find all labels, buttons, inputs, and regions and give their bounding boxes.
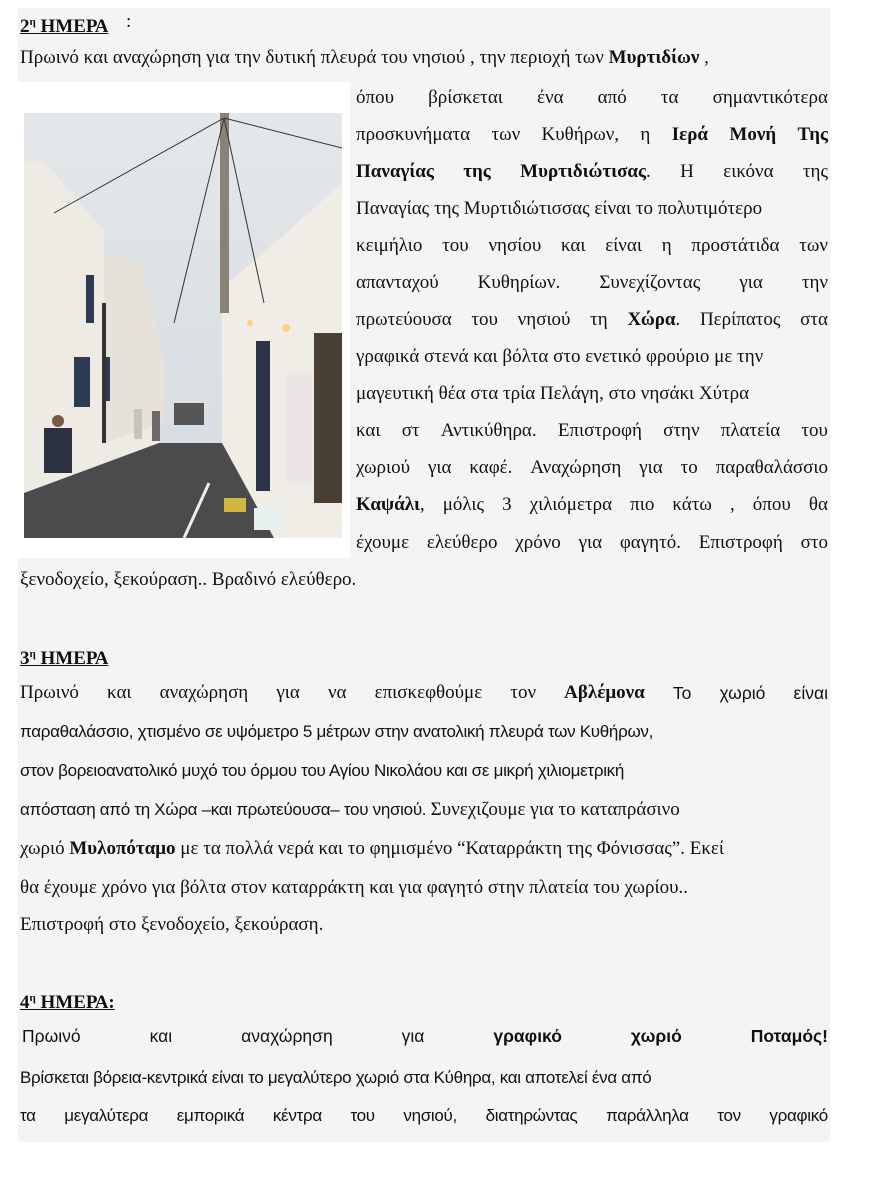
day2-line-14: έχουμε ελεύθερο χρόνο για φαγητό. Επιστροφή στο	[356, 532, 828, 553]
day4-line-2: Βρίσκεται βόρεια-κεντρικά είναι το μεγαλύτερο χωριό στα Κύθηρα, και αποτελεί ένα από	[20, 1068, 652, 1087]
day2-line-4: Παναγίας της Μυρτιδιώτισας. Η εικόνα της	[356, 161, 828, 182]
day3-line-3: στον βορειοανατολικό μυχό του όρμου του Αγίου Νικολάου και σε μικρή χιλιομετρική	[20, 761, 625, 780]
day3-heading: $3^\eta$ ΗΜΕΡΑ	[20, 648, 109, 669]
day2-line-12: χωριού για καφέ. Αναχώρηση για το παραθαλάσσιο	[356, 457, 828, 478]
day2-line-10: μαγευτική θέα στα τρία Πελάγη, στο νησάκι Χύτρα	[356, 383, 750, 404]
day3-line-6: θα έχουμε χρόνο για βόλτα στον καταρράκτη και για φαγητό στην πλατεία του χωρίου..	[20, 877, 689, 898]
day2-line-15: ξενοδοχείο, ξεκούραση.. Βραδινό ελεύθερο.	[20, 569, 357, 590]
day3-line-4: απόσταση από τη Χώρα –και πρωτεύουσα– του νησιού. Συνεχιζουμε για το καταπράσινο	[20, 799, 680, 820]
chora-street-photo	[24, 113, 342, 538]
day3-line-7: Επιστροφή στο ξενοδοχείο, ξεκούραση.	[20, 914, 324, 935]
text-highlight-top	[18, 8, 830, 82]
day2-line-13: Καψάλι, μόλις 3 χιλιόμετρα πιο κάτω , όπου θα	[356, 494, 828, 515]
day2-line-11: και στ Αντικύθηρα. Επιστροφή στην πλατεία του	[356, 420, 828, 441]
day4-line-1: Πρωινό και αναχώρηση για γραφικό χωριό Ποταμός!	[22, 1026, 828, 1046]
day2-line-3: προσκυνήματα των Κυθήρων, η Ιερά Μονή Της	[356, 124, 828, 145]
day2-line-9: γραφικά στενά και βόλτα στο ενετικό φρούριο με την	[356, 346, 764, 367]
day3-line-2: παραθαλάσσιο, χτισμένο σε υψόμετρο 5 μέτρων στην ανατολική πλευρά των Κυθήρων,	[20, 722, 654, 741]
day2-line-8: πρωτεύουσα του νησιού τη Χώρα. Περίπατος στα	[356, 309, 828, 330]
day2-line-6: κειμήλιο του νησίου και είναι η προστάτιδα των	[356, 235, 828, 256]
day2-heading-colon: :	[126, 11, 132, 32]
day2-line-5: Παναγίας της Μυρτιδιώτισσας είναι το πολυτιμότερο	[356, 198, 763, 219]
day4-heading: $4^\eta$ ΗΜΕΡΑ:	[20, 992, 115, 1013]
day2-line-2: όπου βρίσκεται ένα από τα σημαντικότερα	[356, 87, 828, 108]
day3-line-1: Πρωινό και αναχώρηση για να επισκεφθούμε τον Αβλέμονα Το χωριό είναι	[20, 682, 828, 703]
day3-line-5: χωριό Μυλοπόταμο με τα πολλά νερά και το φημισμένο “Καταρράκτη της Φόνισσας”. Εκεί	[20, 838, 724, 859]
day4-line-3: τα μεγαλύτερα εμπορικά κέντρα του νησιού, διατηρώντας παράλληλα τον γραφικό	[20, 1106, 828, 1125]
day2-heading: $2^\eta$ ΗΜΕΡΑ	[20, 16, 109, 37]
day2-line-7: απανταχού Κυθηρίων. Συνεχίζοντας για την	[356, 272, 828, 293]
day2-line-1: Πρωινό και αναχώρηση για την δυτική πλευρά του νησιού , την περιοχή των Μυρτιδίων ,	[20, 47, 709, 68]
